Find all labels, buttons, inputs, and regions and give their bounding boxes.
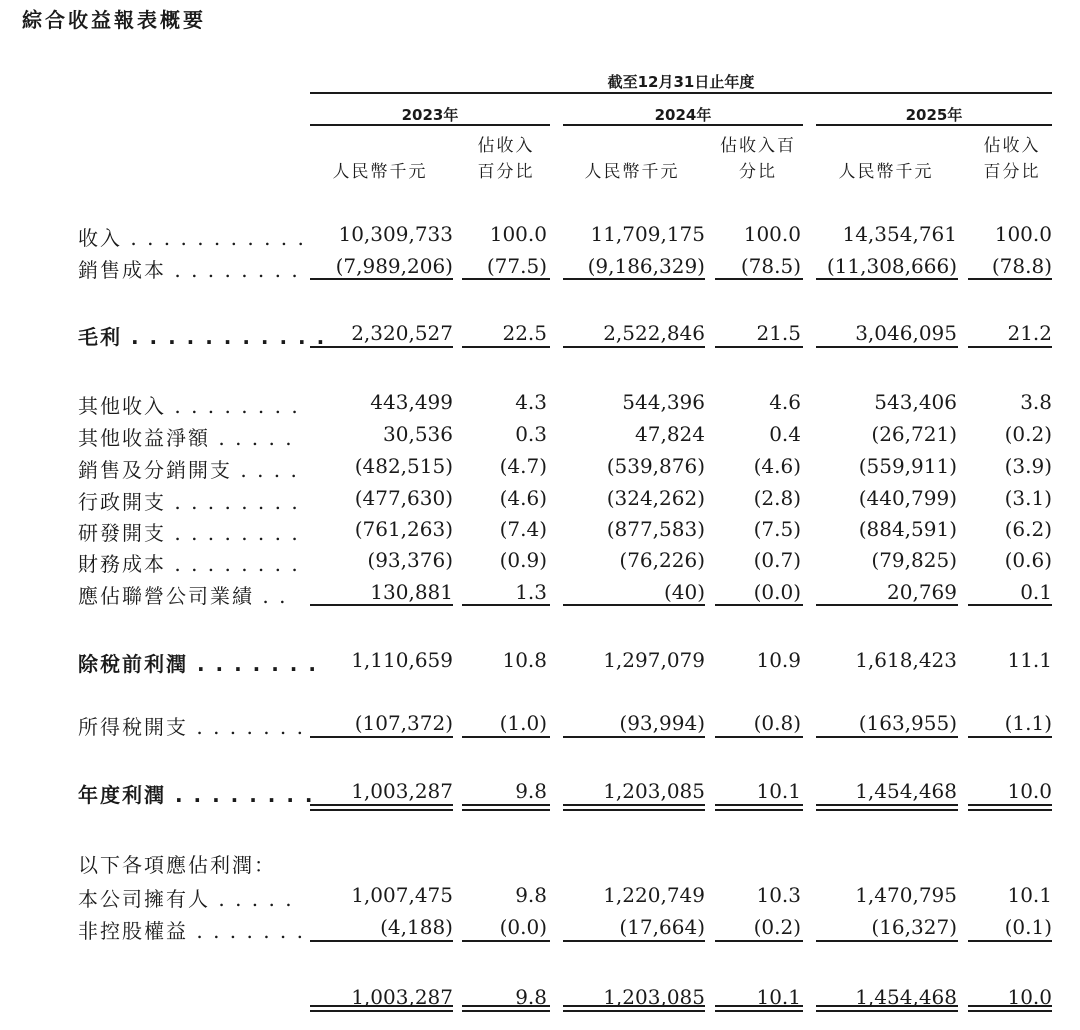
amount-cell: 1,297,079 [603,648,705,672]
subtotal-rule-row-9-col-0 [310,604,453,606]
percent-cell: (4.6) [499,486,547,510]
col-header-2024-pct [713,133,803,185]
amount-cell: (761,263) [354,517,453,541]
amount-cell: 443,499 [370,390,453,414]
amount-cell: 3,046,095 [855,321,957,345]
subtotal-rule-row-2-col-4 [816,346,958,348]
subtotal-rule-row-1-col-0 [310,278,453,280]
percent-cell: (2.8) [753,486,801,510]
row-label: 應佔聯營公司業績 . . [78,584,288,608]
year-rule-2024 [563,124,803,126]
percent-cell: 100.0 [489,222,547,246]
amount-cell: (79,825) [871,548,957,572]
subtotal-rule-row-11-col-5 [968,736,1052,738]
total-double-rule-row-12-col-3 [715,804,803,811]
subtotal-rule-row-11-col-2 [563,736,705,738]
subtotal-rule-row-15-col-2 [563,940,705,942]
subtotal-rule-row-11-col-4 [816,736,958,738]
amount-cell: (477,630) [354,486,453,510]
amount-cell: 544,396 [622,390,705,414]
year-header-2024: 2024年 [654,106,712,124]
percent-cell: 21.2 [1007,321,1052,345]
row-label: 研發開支 . . . . . . . . [78,521,300,545]
percent-cell: (7.4) [499,517,547,541]
year-header-2023: 2023年 [401,106,459,124]
percent-cell: 9.8 [515,883,547,907]
percent-cell: (7.5) [753,517,801,541]
percent-cell: 10.3 [756,883,801,907]
period-header: 截至12月31日止年度 [607,73,755,91]
percent-cell: (0.6) [1004,548,1052,572]
subtotal-rule-row-11-col-3 [715,736,803,738]
percent-cell: 10.0 [1007,779,1052,803]
amount-cell: (163,955) [858,711,957,735]
subtotal-rule-row-15-col-4 [816,940,958,942]
row-label: 所得稅開支 . . . . . . . [78,715,306,739]
percent-cell: 10.1 [1007,883,1052,907]
amount-cell: (7,989,206) [335,254,453,278]
percent-cell: 0.1 [1020,580,1052,604]
subtotal-rule-row-2-col-5 [968,346,1052,348]
amount-cell: 1,220,749 [603,883,705,907]
row-label: 毛利 . . . . . . . . . . . [78,325,327,349]
percent-cell: 9.8 [515,779,547,803]
year-header-2025: 2025年 [905,106,963,124]
total-double-rule-row-16-col-5 [968,1005,1052,1012]
subtotal-rule-row-11-col-0 [310,736,453,738]
percent-cell: 10.8 [502,648,547,672]
total-double-rule-row-16-col-0 [310,1005,453,1012]
percent-cell: (3.9) [1004,454,1052,478]
amount-cell: (877,583) [606,517,705,541]
percent-cell: 9.8 [515,985,547,1009]
amount-cell: (16,327) [871,915,957,939]
subtotal-rule-row-1-col-2 [563,278,705,280]
amount-cell: 1,203,085 [603,985,705,1009]
col-header-2023-amount: 人民幣千元 [332,162,428,182]
row-label: 銷售成本 . . . . . . . . [78,258,300,282]
amount-cell: (539,876) [606,454,705,478]
amount-cell: (93,994) [619,711,705,735]
percent-cell: (1.0) [499,711,547,735]
amount-cell: (17,664) [619,915,705,939]
amount-cell: 2,320,527 [351,321,453,345]
subtotal-rule-row-9-col-2 [563,604,705,606]
subtotal-rule-row-15-col-1 [462,940,550,942]
amount-cell: (440,799) [858,486,957,510]
col-header-2023-pct [466,133,546,185]
subtotal-rule-row-9-col-3 [715,604,803,606]
row-label: 非控股權益 . . . . . . . [78,919,306,943]
subtotal-rule-row-15-col-3 [715,940,803,942]
percent-cell: (6.2) [1004,517,1052,541]
row-label: 財務成本 . . . . . . . . [78,552,300,576]
total-double-rule-row-12-col-5 [968,804,1052,811]
total-double-rule-row-16-col-4 [816,1005,958,1012]
percent-cell: 21.5 [756,321,801,345]
amount-cell: 11,709,175 [590,222,705,246]
percent-cell: 4.3 [515,390,547,414]
percent-cell: 0.3 [515,422,547,446]
total-double-rule-row-16-col-1 [462,1005,550,1012]
subtotal-rule-row-2-col-1 [462,346,550,348]
amount-cell: 1,003,287 [351,985,453,1009]
amount-cell: (11,308,666) [826,254,957,278]
percent-cell: (0.8) [753,711,801,735]
percent-cell: (0.7) [753,548,801,572]
col-header-2023-pct-line2: 百分比 [477,162,535,182]
amount-cell: 47,824 [635,422,705,446]
percent-cell: 10.1 [756,779,801,803]
subtotal-rule-row-15-col-5 [968,940,1052,942]
total-double-rule-row-12-col-4 [816,804,958,811]
percent-cell: 3.8 [1020,390,1052,414]
amount-cell: 543,406 [874,390,957,414]
total-double-rule-row-12-col-1 [462,804,550,811]
row-label: 本公司擁有人 . . . . . [78,887,294,911]
total-double-rule-row-12-col-2 [563,804,705,811]
subtotal-rule-row-9-col-1 [462,604,550,606]
percent-cell: 0.4 [769,422,801,446]
amount-cell: 14,354,761 [842,222,957,246]
percent-cell: (0.2) [753,915,801,939]
amount-cell: (324,262) [606,486,705,510]
row-label: 其他收益淨額 . . . . . [78,426,294,450]
percent-cell: (4.6) [753,454,801,478]
amount-cell: 130,881 [370,580,453,604]
total-double-rule-row-16-col-2 [563,1005,705,1012]
percent-cell: 10.9 [756,648,801,672]
amount-cell: (4,188) [380,915,453,939]
amount-cell: 1,007,475 [351,883,453,907]
percent-cell: (1.1) [1004,711,1052,735]
percent-cell: 100.0 [994,222,1052,246]
percent-cell: 10.1 [756,985,801,1009]
col-header-2025-pct-line2: 百分比 [983,162,1041,182]
col-header-2025-pct [972,133,1052,185]
row-label: 其他收入 . . . . . . . . [78,394,300,418]
amount-cell: (559,911) [858,454,957,478]
row-label: 行政開支 . . . . . . . . [78,490,300,514]
subtotal-rule-row-2-col-2 [563,346,705,348]
row-label: 以下各項應佔利潤： [78,853,276,877]
period-header-rule [310,92,1052,94]
amount-cell: (40) [663,580,705,604]
percent-cell: 4.6 [769,390,801,414]
percent-cell: 22.5 [502,321,547,345]
percent-cell: (0.2) [1004,422,1052,446]
amount-cell: (107,372) [354,711,453,735]
percent-cell: (0.1) [1004,915,1052,939]
amount-cell: (76,226) [619,548,705,572]
col-header-2025-pct-line1: 佔收入 [983,136,1041,156]
subtotal-rule-row-1-col-3 [715,278,803,280]
amount-cell: 30,536 [383,422,453,446]
amount-cell: (93,376) [367,548,453,572]
percent-cell: 1.3 [515,580,547,604]
amount-cell: 1,454,468 [855,985,957,1009]
total-double-rule-row-12-col-0 [310,804,453,811]
row-label: 收入 . . . . . . . . . . . [78,226,306,250]
amount-cell: 20,769 [887,580,957,604]
col-header-2024-pct-line2: 分比 [739,162,777,182]
amount-cell: (9,186,329) [587,254,705,278]
row-label: 年度利潤 . . . . . . . . [78,783,315,807]
amount-cell: (884,591) [858,517,957,541]
amount-cell: (482,515) [354,454,453,478]
percent-cell: (0.0) [753,580,801,604]
subtotal-rule-row-1-col-1 [462,278,550,280]
percent-cell: 10.0 [1007,985,1052,1009]
row-label: 銷售及分銷開支 . . . . [78,458,299,482]
page-title: 綜合收益報表概要 [22,8,206,32]
percent-cell: (4.7) [499,454,547,478]
percent-cell: (78.5) [740,254,801,278]
col-header-2024-amount: 人民幣千元 [584,162,680,182]
col-header-2023-pct-line1: 佔收入 [477,136,535,156]
percent-cell: (77.5) [486,254,547,278]
amount-cell: 1,003,287 [351,779,453,803]
amount-cell: 10,309,733 [338,222,453,246]
percent-cell: (0.0) [499,915,547,939]
percent-cell: 11.1 [1007,648,1052,672]
subtotal-rule-row-9-col-4 [816,604,958,606]
row-label: 除稅前利潤 . . . . . . . [78,652,318,676]
col-header-2024-pct-line1: 佔收入百 [720,136,796,156]
amount-cell: 1,618,423 [855,648,957,672]
subtotal-rule-row-2-col-0 [310,346,453,348]
year-rule-2023 [310,124,550,126]
percent-cell: (78.8) [991,254,1052,278]
subtotal-rule-row-1-col-4 [816,278,958,280]
subtotal-rule-row-15-col-0 [310,940,453,942]
percent-cell: (3.1) [1004,486,1052,510]
amount-cell: (26,721) [871,422,957,446]
col-header-2025-amount: 人民幣千元 [838,162,934,182]
subtotal-rule-row-1-col-5 [968,278,1052,280]
amount-cell: 2,522,846 [603,321,705,345]
percent-cell: (0.9) [499,548,547,572]
total-double-rule-row-16-col-3 [715,1005,803,1012]
percent-cell: 100.0 [743,222,801,246]
year-rule-2025 [816,124,1052,126]
subtotal-rule-row-9-col-5 [968,604,1052,606]
amount-cell: 1,203,085 [603,779,705,803]
amount-cell: 1,110,659 [351,648,453,672]
subtotal-rule-row-2-col-3 [715,346,803,348]
amount-cell: 1,470,795 [855,883,957,907]
subtotal-rule-row-11-col-1 [462,736,550,738]
amount-cell: 1,454,468 [855,779,957,803]
